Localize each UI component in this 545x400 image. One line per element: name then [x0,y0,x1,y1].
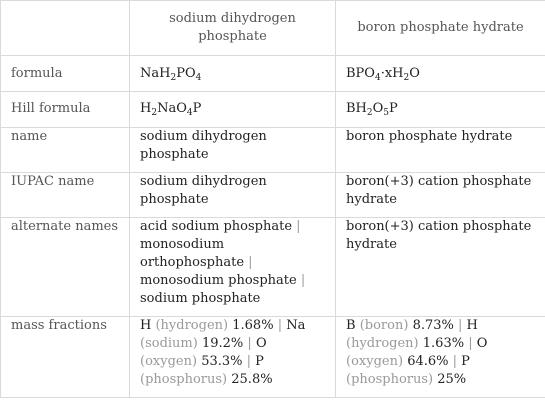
row-label-iupac-name: IUPAC name [1,172,130,217]
formula-part: PO [176,65,196,81]
row-formula [1,56,545,92]
corner-cell [1,1,130,56]
alternate-name: monosodium orthophosphate [140,237,245,271]
element-name: (boron) [359,317,409,333]
formula-subscript: 2 [151,108,158,119]
mass-percent: 25.8% [231,371,273,387]
mass-percent: 1.63% [422,335,465,351]
separator: | [300,273,306,289]
row-label-name: name [1,127,130,172]
element-name: (hydrogen) [346,335,419,351]
separator: | [468,335,473,351]
element-name: (oxygen) [140,353,198,369]
alternate-name: sodium phosphate [140,291,261,307]
separator: | [296,219,301,235]
formula-part: H [140,101,152,117]
row-label-mass-fractions: mass fractions [1,316,130,397]
row-label-alternate-names: alternate names [1,218,130,316]
formula-subscript: 2 [170,72,177,83]
formula-part: P [192,101,202,117]
element-symbol: H [140,317,152,333]
separator: | [452,353,458,369]
element-symbol: P [255,353,264,369]
row-iupac-name [1,172,545,217]
row-label-hill-formula: Hill formula [1,91,130,127]
hill-formula-cell-1 [130,91,336,127]
separator: | [277,317,283,333]
element-symbol: H [466,317,478,333]
element-name: (phosphorus) [140,371,228,387]
row-label-formula: formula [1,56,130,92]
element-symbol: O [255,335,267,351]
mass-fractions-cell-1 [130,316,336,397]
alternate-names-cell-1 [130,218,336,316]
element-name: (hydrogen) [155,317,229,333]
formula-subscript: 2 [403,72,410,83]
alternate-name: acid sodium phosphate [140,219,293,235]
formula-part: P [389,101,398,117]
formula-part: BPO [346,65,375,81]
header-row [1,1,545,56]
mass-percent: 64.6% [407,353,449,369]
mass-percent: 1.68% [232,317,274,333]
element-symbol: O [476,335,488,351]
mass-percent: 19.2% [201,335,244,351]
element-name: (phosphorus) [346,371,434,387]
row-name [1,127,545,172]
formula-part: NaO [157,101,187,117]
separator: | [458,317,463,333]
alternate-names-cell-2 [336,218,545,316]
formula-part: ·xH [380,65,404,81]
row-mass-fractions [1,316,545,397]
formula-subscript: 5 [383,108,390,119]
name-cell-1: sodium dihydrogen phosphate [130,127,336,172]
iupac-name-cell-1: sodium dihydrogen phosphate [130,172,336,217]
formula-part: O [372,101,384,117]
mass-percent: 25% [437,371,467,387]
mass-percent: 8.73% [412,317,454,333]
formula-part: BH [346,101,367,117]
formula-subscript: 4 [195,72,202,83]
mass-fractions-cell-2 [336,316,545,397]
formula-subscript: 2 [366,108,373,119]
row-hill-formula [1,91,545,127]
alternate-name: monosodium phosphate [140,273,297,289]
row-alternate-names [1,218,545,316]
element-symbol: B [346,317,356,333]
column-header-boron-phosphate-hydrate: boron phosphate hydrate [336,1,545,56]
element-symbol: Na [286,317,306,333]
element-name: (sodium) [140,335,198,351]
formula-subscript: 4 [374,72,381,83]
mass-fraction-entry [346,318,454,333]
hill-formula-cell-2 [336,91,545,127]
element-name: (oxygen) [346,353,404,369]
formula-cell-1 [130,56,336,92]
separator: | [248,255,253,271]
formula-part: NaH [140,65,171,81]
formula-cell-2 [336,56,545,92]
column-header-sodium-dihydrogen-phosphate: sodium dihydrogen phosphate [130,1,336,56]
mass-fraction-entry [140,318,274,333]
alternate-name: boron(+3) cation phosphate hydrate [346,219,532,253]
separator: | [247,335,252,351]
name-cell-2: boron phosphate hydrate [336,127,545,172]
separator: | [246,353,252,369]
formula-subscript: 4 [186,108,193,119]
iupac-name-cell-2: boron(+3) cation phosphate hydrate [336,172,545,217]
element-symbol: P [461,353,470,369]
formula-part: O [409,65,420,81]
mass-percent: 53.3% [201,353,243,369]
